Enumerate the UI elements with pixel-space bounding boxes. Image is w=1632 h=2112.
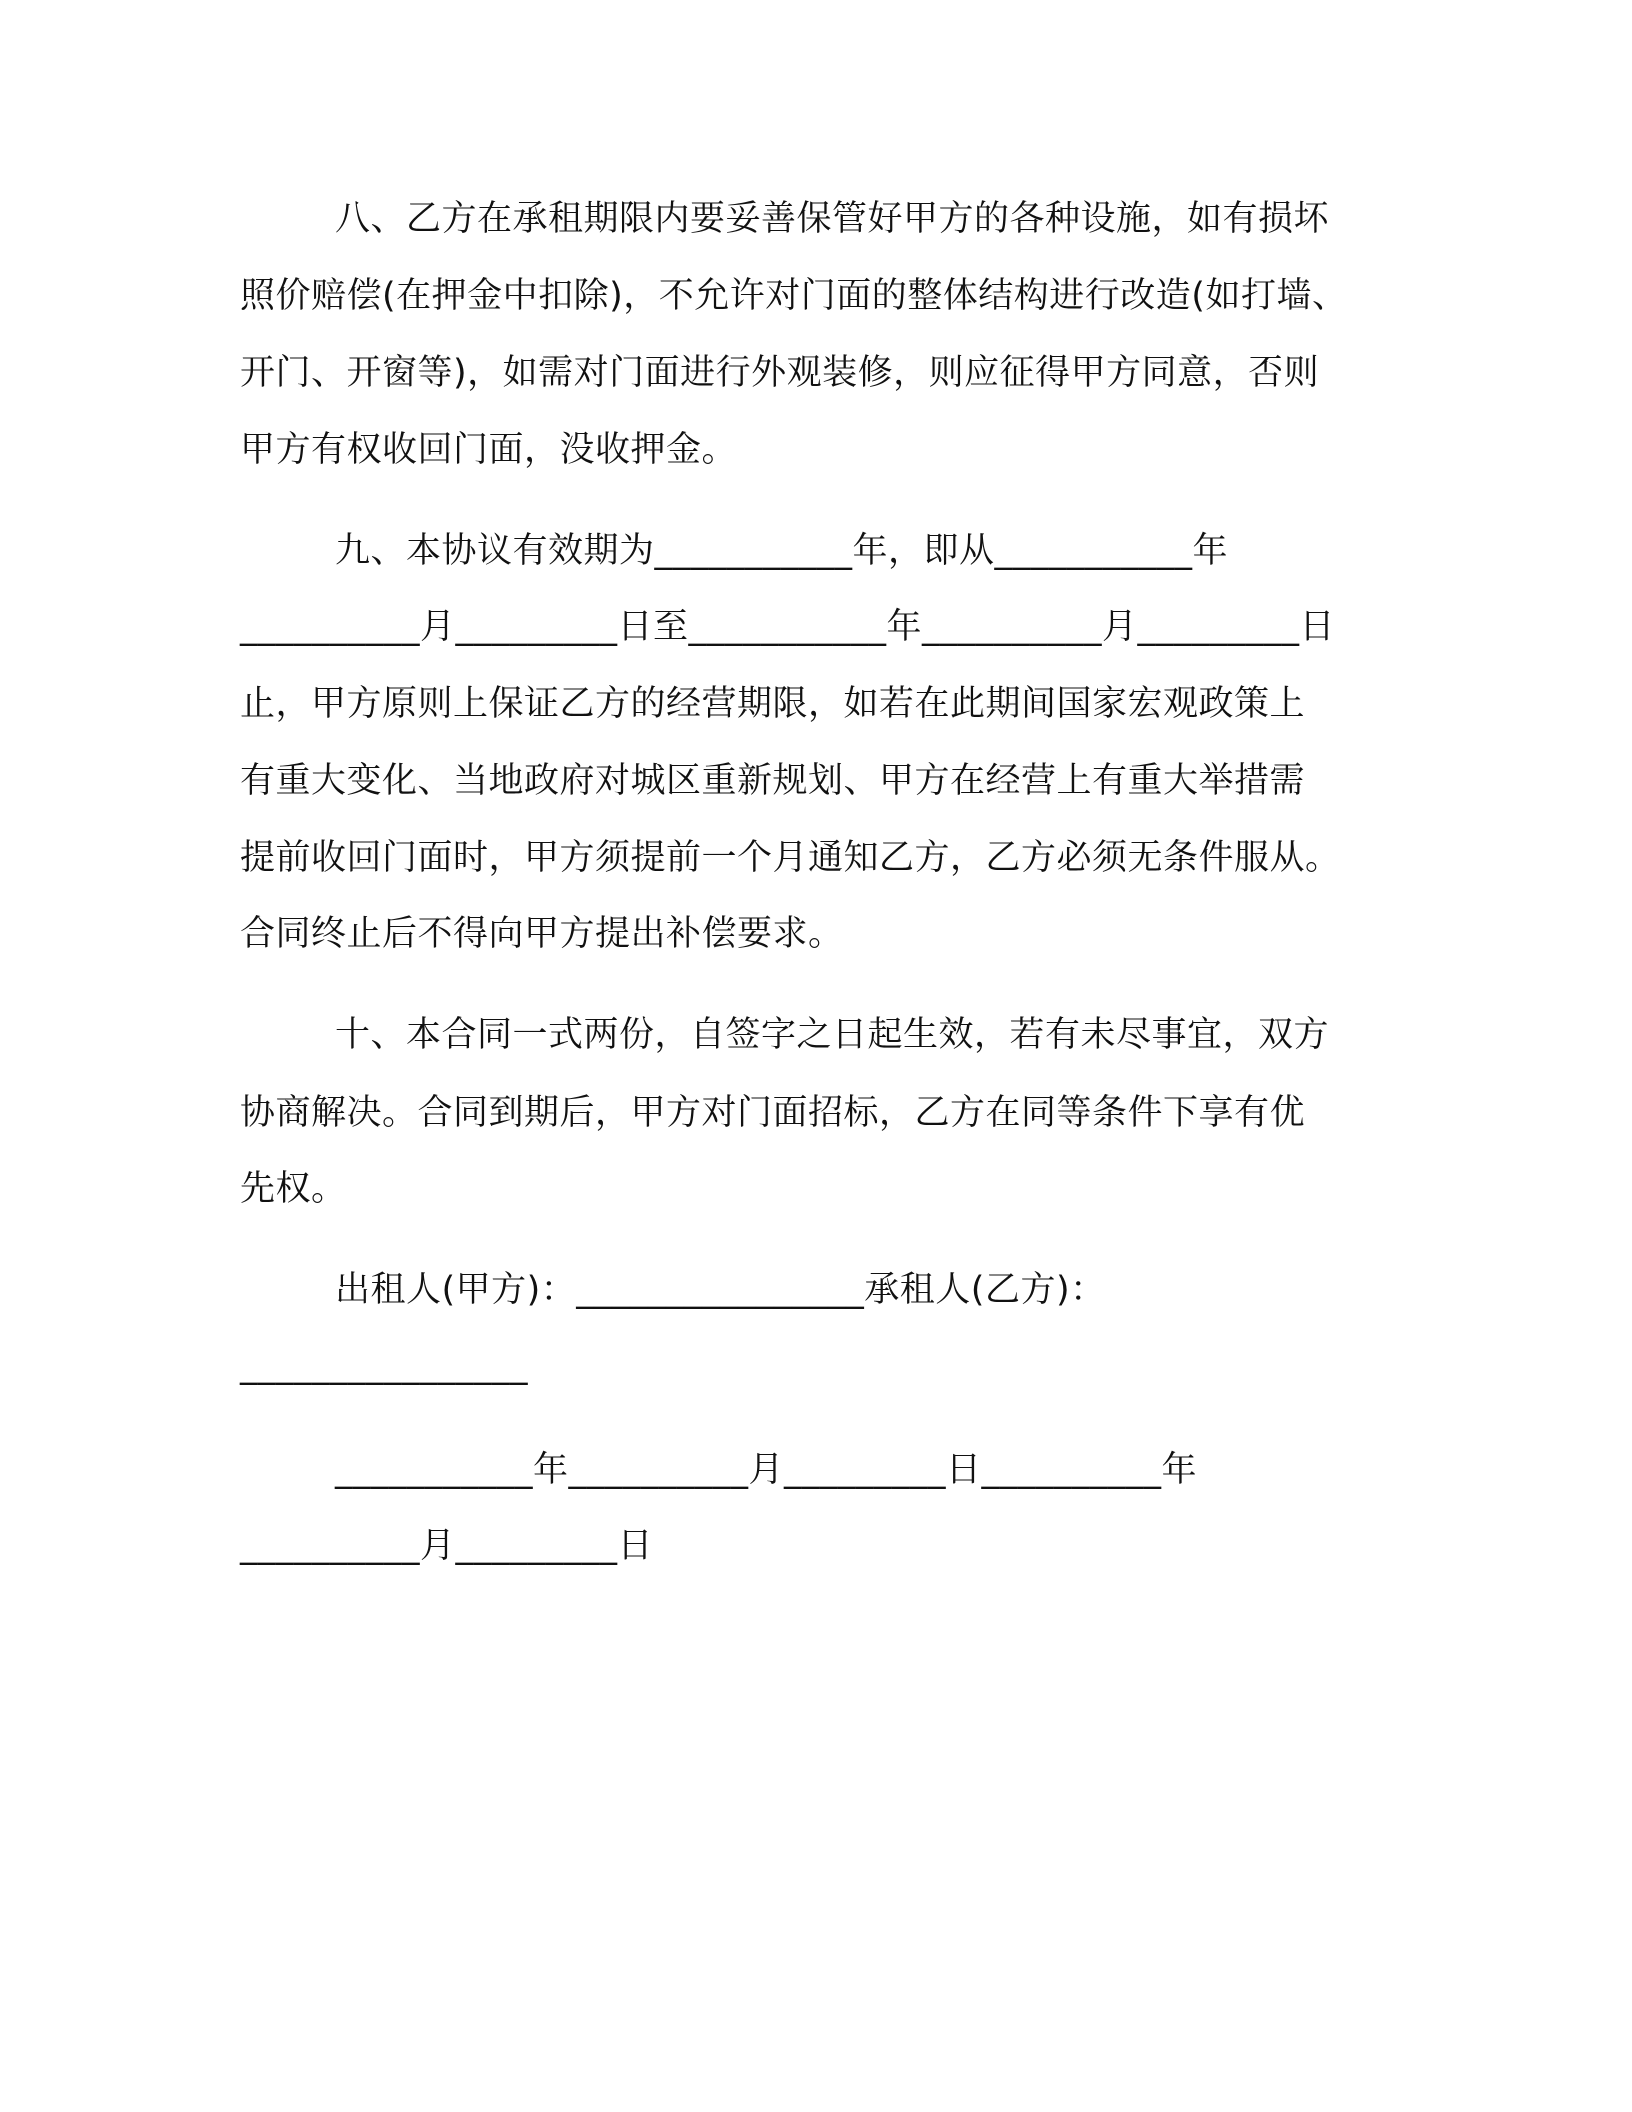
clause-8-line-4: 甲方有权收回门面，没收押金。 xyxy=(240,430,738,470)
clause-10-line-3: 先权。 xyxy=(240,1169,347,1209)
clause-8-line-3: 开门、开窗等)，如需对门面进行外观装修，则应征得甲方同意，否则 xyxy=(240,353,1320,393)
clause-9-line-3: 止，甲方原则上保证乙方的经营期限，如若在此期间国家宏观政策上 xyxy=(240,684,1306,724)
clause-8-line-2: 照价赔偿(在押金中扣除)，不允许对门面的整体结构进行改造(如打墙、 xyxy=(240,276,1348,316)
signature-line-2: ________________ xyxy=(240,1346,528,1386)
clause-9-line-5: 提前收回门面时，甲方须提前一个月通知乙方，乙方必须无条件服从。 xyxy=(240,838,1341,878)
clause-8-line-1: 八、乙方在承租期限内要妥善保管好甲方的各种设施，如有损坏 xyxy=(335,199,1330,239)
date-line-1: ___________年__________月_________日__________年 xyxy=(335,1450,1198,1490)
clause-9-line-2: __________月_________日至___________年__________月_________日 xyxy=(240,607,1336,647)
date-line-2: __________月_________日 xyxy=(240,1526,654,1566)
clause-10-line-1: 十、本合同一式两份，自签字之日起生效，若有未尽事宜，双方 xyxy=(335,1015,1330,1055)
clause-9-line-6: 合同终止后不得向甲方提出补偿要求。 xyxy=(240,914,844,954)
signature-line-1: 出租人(甲方)：________________承租人(乙方)： xyxy=(335,1270,1106,1310)
clause-10-line-2: 协商解决。合同到期后，甲方对门面招标，乙方在同等条件下享有优 xyxy=(240,1093,1306,1133)
clause-9-line-1: 九、本协议有效期为___________年，即从___________年 xyxy=(335,531,1229,571)
clause-9-line-4: 有重大变化、当地政府对城区重新规划、甲方在经营上有重大举措需 xyxy=(240,761,1306,801)
